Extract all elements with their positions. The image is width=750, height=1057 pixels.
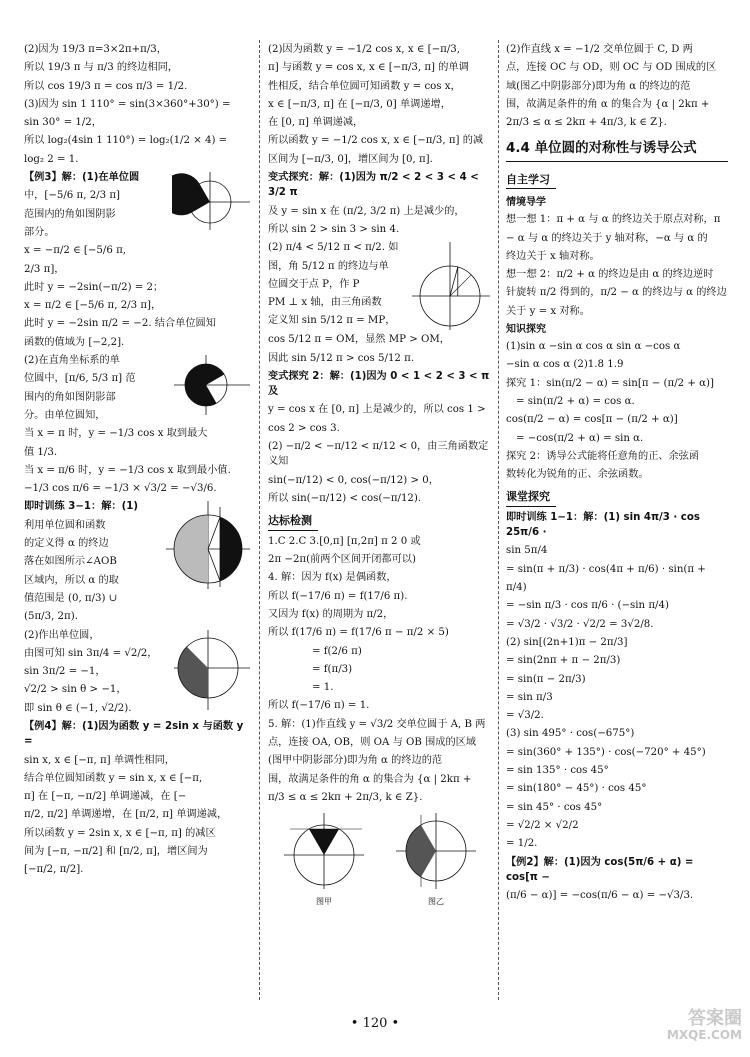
text-line: 2/3 π]， bbox=[24, 263, 65, 275]
text-line: sin 30° = 1/2， bbox=[24, 117, 102, 129]
text-line: = sin 45° · cos 45° bbox=[506, 801, 603, 813]
text-line: 所以 f(−17/6 π) = f(17/6 π). bbox=[268, 590, 408, 602]
figure-caption: 图乙 bbox=[428, 897, 444, 907]
text-line: 位圆交于点 P，作 P bbox=[268, 278, 360, 290]
text-line: sin 5π/4 bbox=[506, 545, 548, 557]
text-line: − α 与 α 的终边关于 y 轴对称，−α 与 α 的 bbox=[506, 232, 708, 244]
text-line: 部分。 bbox=[24, 226, 55, 238]
unit-circle-figure-yi bbox=[394, 811, 478, 891]
text-line: 所以 19/3 π 与 π/3 的终边相同， bbox=[24, 62, 179, 74]
text-line: 终边关于 x 轴对称。 bbox=[506, 250, 600, 262]
figure-caption: 图甲 bbox=[316, 897, 332, 907]
text-line: 1.C 2.C 3.[0,π] [π,2π] π 2 0 或 bbox=[268, 535, 421, 547]
text-line: 所以 sin(−π/12) < cos(−π/12). bbox=[268, 492, 422, 504]
text-line: 位圆中，[π/6, 5/3 π] 范 bbox=[24, 373, 136, 385]
text-line: = 1/2. bbox=[506, 838, 538, 850]
example-heading: 【例4】解：(1)因为函数 y = 2sin x 与函数 y = bbox=[24, 720, 244, 748]
text-line: = f(2/6 π) bbox=[312, 645, 362, 657]
unit-circle-figure-1 bbox=[172, 170, 252, 232]
text-line: 针旋转 π/2 得到的，π/2 − α 的终边与 α 的终边 bbox=[506, 287, 727, 299]
column-left bbox=[24, 42, 252, 881]
section-title: 4.4 单位圆的对称性与诱导公式 bbox=[506, 138, 728, 161]
text-line: 当 x = π/6 时，y = −1/3 cos x 取到最小值. bbox=[24, 464, 231, 476]
variant-heading: 变式探究 2：解：(1)因为 0 < 1 < 2 < 3 < π 及 bbox=[268, 370, 490, 398]
text-line: = sin(π/2 + α) = cos α. bbox=[516, 395, 635, 407]
text-line: 探究 1：sin(π/2 − α) = sin[π − (π/2 + α)] bbox=[506, 377, 714, 389]
text-line: = sin(360° + 135°) · cos(−720° + 45°) bbox=[506, 746, 706, 758]
watermark-url: MXQE.COM bbox=[666, 1027, 742, 1042]
subsection-self-study: 自主学习 bbox=[506, 172, 556, 190]
text-line: cos(π/2 − α) = cos[π − (π/2 + α)] bbox=[506, 414, 678, 426]
text-line: = sin(180° − 45°) · cos 45° bbox=[506, 783, 647, 795]
text-line: (2) −π/2 < −π/12 < π/12 < 0，由三角函数定义知 bbox=[268, 441, 489, 468]
text-line: 由图可知 sin 3π/4 = √2/2， bbox=[24, 647, 158, 659]
unit-circle-figure-2 bbox=[172, 353, 252, 417]
text-line: 又因为 f(x) 的周期为 π/2， bbox=[268, 608, 394, 620]
text-line: 关于 y = x 对称。 bbox=[506, 305, 590, 317]
text-line: cos 2 > cos 3. bbox=[268, 422, 340, 434]
text-line: 点，连接 OC 与 OD，则 OC 与 OD 围成的区 bbox=[506, 62, 717, 74]
text-line: (2)作出单位圆， bbox=[24, 629, 100, 641]
subheading: 情境导学 bbox=[506, 197, 546, 209]
text-line: 围内的角如图阴影部 bbox=[24, 391, 116, 403]
text-line: (5π/3, 2π). bbox=[24, 611, 78, 623]
text-line: 当 x = π 时，y = −1/3 cos x 取到最大 bbox=[24, 428, 208, 440]
text-line: 函数的值域为 [−2,2]. bbox=[24, 336, 125, 348]
text-line: 定义知 sin 5/12 π = MP， bbox=[268, 315, 396, 327]
text-line: (π/6 − α)] = −cos(π/6 − α) = −√3/3. bbox=[506, 890, 694, 902]
text-line: 性相反，结合单位圆可知函数 y = cos x， bbox=[268, 80, 461, 92]
text-line: π/2, π/2] 单调递增，在 [π/2, π] 单调递减， bbox=[24, 809, 228, 821]
text-line: 区间为 [−π/3, 0]，增区间为 [0, π]. bbox=[268, 153, 433, 165]
column-middle bbox=[268, 42, 492, 910]
text-line: 围，故满足条件的角 α 的集合为 {α | 2kπ + bbox=[268, 773, 472, 785]
watermark-text: 答案圈 bbox=[688, 1008, 742, 1029]
text-line: 结合单位圆知函数 y = sin x, x ∈ [−π, bbox=[24, 772, 203, 784]
text-line: (2)在直角坐标系的单 bbox=[24, 355, 120, 367]
text-line: 利用单位圆和函数 bbox=[24, 519, 106, 531]
unit-circle-figure-5 bbox=[410, 240, 492, 332]
text-line: (2)因为 19/3 π=3×2π+π/3， bbox=[24, 44, 167, 55]
example-heading: 【例3】解：(1)在单位圆 bbox=[24, 172, 140, 184]
text-line: = √3/2 · √3/2 · √2/2 = 3√2/8. bbox=[506, 618, 654, 630]
column-right bbox=[506, 42, 728, 906]
subheading: 知识探究 bbox=[506, 324, 546, 336]
text-line: = √2/2 × √2/2 bbox=[506, 819, 579, 831]
unit-circle-figure-jia bbox=[282, 811, 366, 891]
text-line: 此时 y = −2sin(−π/2) = 2； bbox=[24, 281, 164, 293]
text-line: 所以函数 y = −1/2 cos x, x ∈ [−π/3, π] 的减 bbox=[268, 135, 484, 147]
text-line: 探究 2：诱导公式能将任意角的正、余弦函 bbox=[506, 450, 700, 462]
text-line: 在 [0, π] 单调递减， bbox=[268, 117, 364, 129]
text-line: √2/2 > sin θ > −1， bbox=[24, 684, 127, 696]
text-line: 2π −2π(前两个区间开闭都可以) bbox=[268, 554, 416, 566]
column-divider bbox=[259, 40, 261, 1000]
text-line: = f(π/3) bbox=[312, 663, 353, 675]
text-line: (图甲中阴影部分)即为角 α 的终边的范 bbox=[268, 755, 443, 767]
text-line: = sin(2nπ + π − 2π/3) bbox=[506, 655, 621, 667]
text-line: [−π/2, π/2]. bbox=[24, 864, 84, 876]
text-line: π/4) bbox=[506, 582, 527, 594]
text-line: 点，连接 OA, OB，则 OA 与 OB 围成的区域 bbox=[268, 737, 477, 748]
text-line: 范围内的角如图阴影 bbox=[24, 208, 116, 220]
text-line: (3)因为 sin 1 110° = sin(3×360°+30°) = bbox=[24, 98, 231, 110]
text-line: 分。由单位圆知， bbox=[24, 409, 106, 421]
text-line: sin(−π/12) < 0, cos(−π/12) > 0， bbox=[268, 474, 439, 486]
unit-circle-figure-4 bbox=[172, 628, 252, 712]
text-line: = 1. bbox=[312, 682, 334, 694]
text-line: 所以 f(−17/6 π) = 1. bbox=[268, 700, 370, 712]
text-line: = sin(π + π/3) · cos(4π + π/6) · sin(π + bbox=[506, 563, 706, 575]
section-heading-standard-test: 达标检测 bbox=[268, 513, 318, 531]
text-line: = √3/2. bbox=[506, 710, 544, 722]
text-line: PM ⊥ x 轴，由三角函数 bbox=[268, 297, 382, 309]
text-line: 数转化为锐角的正、余弦函数。 bbox=[506, 469, 649, 481]
text-line: π/3 ≤ α ≤ 2kπ + 2π/3, k ∈ Z}. bbox=[268, 791, 423, 803]
text-line: 所以 f(17/6 π) = f(17/6 π − π/2 × 5) bbox=[268, 627, 449, 639]
text-line: 2π/3 ≤ α ≤ 2kπ + 4π/3, k ∈ Z}. bbox=[506, 117, 667, 129]
text-line: 所以 log₂(4sin 1 110°) = log₂(1/2 × 4) = bbox=[24, 135, 228, 147]
text-line: log₂ 2 = 1. bbox=[24, 153, 79, 165]
text-line: = −cos(π/2 + α) = sin α. bbox=[516, 432, 644, 444]
text-line: 即 sin θ ∈ (−1, √2/2). bbox=[24, 702, 132, 714]
text-line: 因此 sin 5/12 π > cos 5/12 π. bbox=[268, 352, 415, 364]
figure-row bbox=[268, 811, 492, 908]
text-line: 想一想 1：π + α 与 α 的终边关于原点对称，π bbox=[506, 214, 721, 226]
variant-heading: 变式探究：解：(1)因为 π/2 < 2 < 3 < 4 < 3/2 π bbox=[268, 172, 479, 199]
text-line: −sin α cos α (2)1.8 1.9 bbox=[506, 359, 624, 371]
text-line: 间为 [−π, −π/2] 和 [π/2, π]，增区间为 bbox=[24, 846, 208, 858]
text-line: 落在如图所示∠AOB bbox=[24, 556, 117, 568]
text-line: cos 5/12 π = OM，显然 MP > OM， bbox=[268, 334, 450, 346]
text-line: = −sin π/3 · cos π/6 · (−sin π/4) bbox=[506, 600, 669, 612]
text-line: x = π/2 ∈ [−5/6 π, 2/3 π]， bbox=[24, 300, 162, 312]
text-line: π] 在 [−π, −π/2] 单调递减，在 [− bbox=[24, 791, 187, 803]
text-line: sin x, x ∈ [−π, π] 单调性相同， bbox=[24, 754, 175, 766]
text-line: = sin 135° · cos 45° bbox=[506, 765, 609, 777]
unit-circle-figure-3 bbox=[164, 499, 252, 591]
text-line: 值范围是 (0, π/3) ∪ bbox=[24, 592, 118, 604]
column-divider bbox=[498, 40, 500, 1000]
text-line: −1/3 cos π/6 = −1/3 × √3/2 = −√3/6. bbox=[24, 483, 217, 495]
text-line: sin 3π/2 = −1， bbox=[24, 666, 106, 678]
text-line: x = −π/2 ∈ [−5/6 π, bbox=[24, 245, 126, 257]
text-line: 4. 解：因为 f(x) 是偶函数， bbox=[268, 572, 397, 584]
text-line: (2) sin[(2n+1)π − 2π/3] bbox=[506, 636, 628, 648]
text-line: 此时 y = −2sin π/2 = −2. 结合单位圆知 bbox=[24, 318, 216, 330]
watermark-logo bbox=[622, 1010, 742, 1050]
text-line: 所以函数 y = 2sin x, x ∈ [−π, π] 的减区 bbox=[24, 827, 216, 839]
text-line: 想一想 2：π/2 + α 的终边是由 α 的终边逆时 bbox=[506, 269, 714, 281]
text-line: (1)sin α −sin α cos α sin α −cos α bbox=[506, 341, 681, 353]
text-line: 所以 cos 19/3 π = cos π/3 = 1/2. bbox=[24, 80, 188, 92]
example-heading: 【例2】解：(1)因为 cos(5π/6 + α) = cos[π − bbox=[506, 856, 694, 883]
text-line: x ∈ [−π/3, π] 在 [−π/3, 0] 单调递增， bbox=[268, 98, 451, 110]
text-line: (2)因为函数 y = −1/2 cos x, x ∈ [−π/3, bbox=[268, 44, 461, 55]
text-line: 5. 解：(1)作直线 y = √3/2 交单位圆于 A, B 两 bbox=[268, 718, 486, 730]
text-line: (3) sin 495° · cos(−675°) bbox=[506, 728, 635, 740]
text-line: (2) π/4 < 5/12 π < π/2. 如 bbox=[268, 242, 399, 254]
page-number: • 120 • bbox=[350, 1016, 400, 1031]
exercise-heading: 即时训练 1−1：解：(1) sin 4π/3 · cos 25π/6 · bbox=[506, 511, 700, 539]
text-line: = sin(π − 2π/3) bbox=[506, 673, 586, 685]
text-line: 围，故满足条件的角 α 的集合为 {α | 2kπ + bbox=[506, 98, 710, 110]
text-line: π] 与函数 y = cos x, x ∈ [−π/3, π] 的单调 bbox=[268, 62, 469, 74]
text-line: 及 y = sin x 在 (π/2, 3/2 π) 上是减少的， bbox=[268, 205, 465, 217]
text-line: 区域内，所以 α 的取 bbox=[24, 574, 119, 586]
text-line: = sin π/3 bbox=[506, 691, 553, 703]
text-line: 图，角 5/12 π 的终边与单 bbox=[268, 260, 389, 272]
text-line: (2)作直线 x = −1/2 交单位圆于 C, D 两 bbox=[506, 44, 693, 55]
text-line: 值 1/3. bbox=[24, 446, 58, 458]
text-line: 域(图乙中阴影部分)即为角 α 的终边的范 bbox=[506, 80, 691, 92]
text-line: y = cos x 在 [0, π] 上是减少的，所以 cos 1 > bbox=[268, 404, 486, 416]
exercise-heading: 即时训练 3−1：解：(1) bbox=[24, 501, 138, 513]
text-line: 所以 sin 2 > sin 3 > sin 4. bbox=[268, 223, 400, 235]
text-line: 的定义得 α 的终边 bbox=[24, 538, 109, 550]
text-line: 中，[−5/6 π, 2/3 π] bbox=[24, 190, 120, 202]
subsection-class-exploration: 课堂探究 bbox=[506, 489, 556, 507]
